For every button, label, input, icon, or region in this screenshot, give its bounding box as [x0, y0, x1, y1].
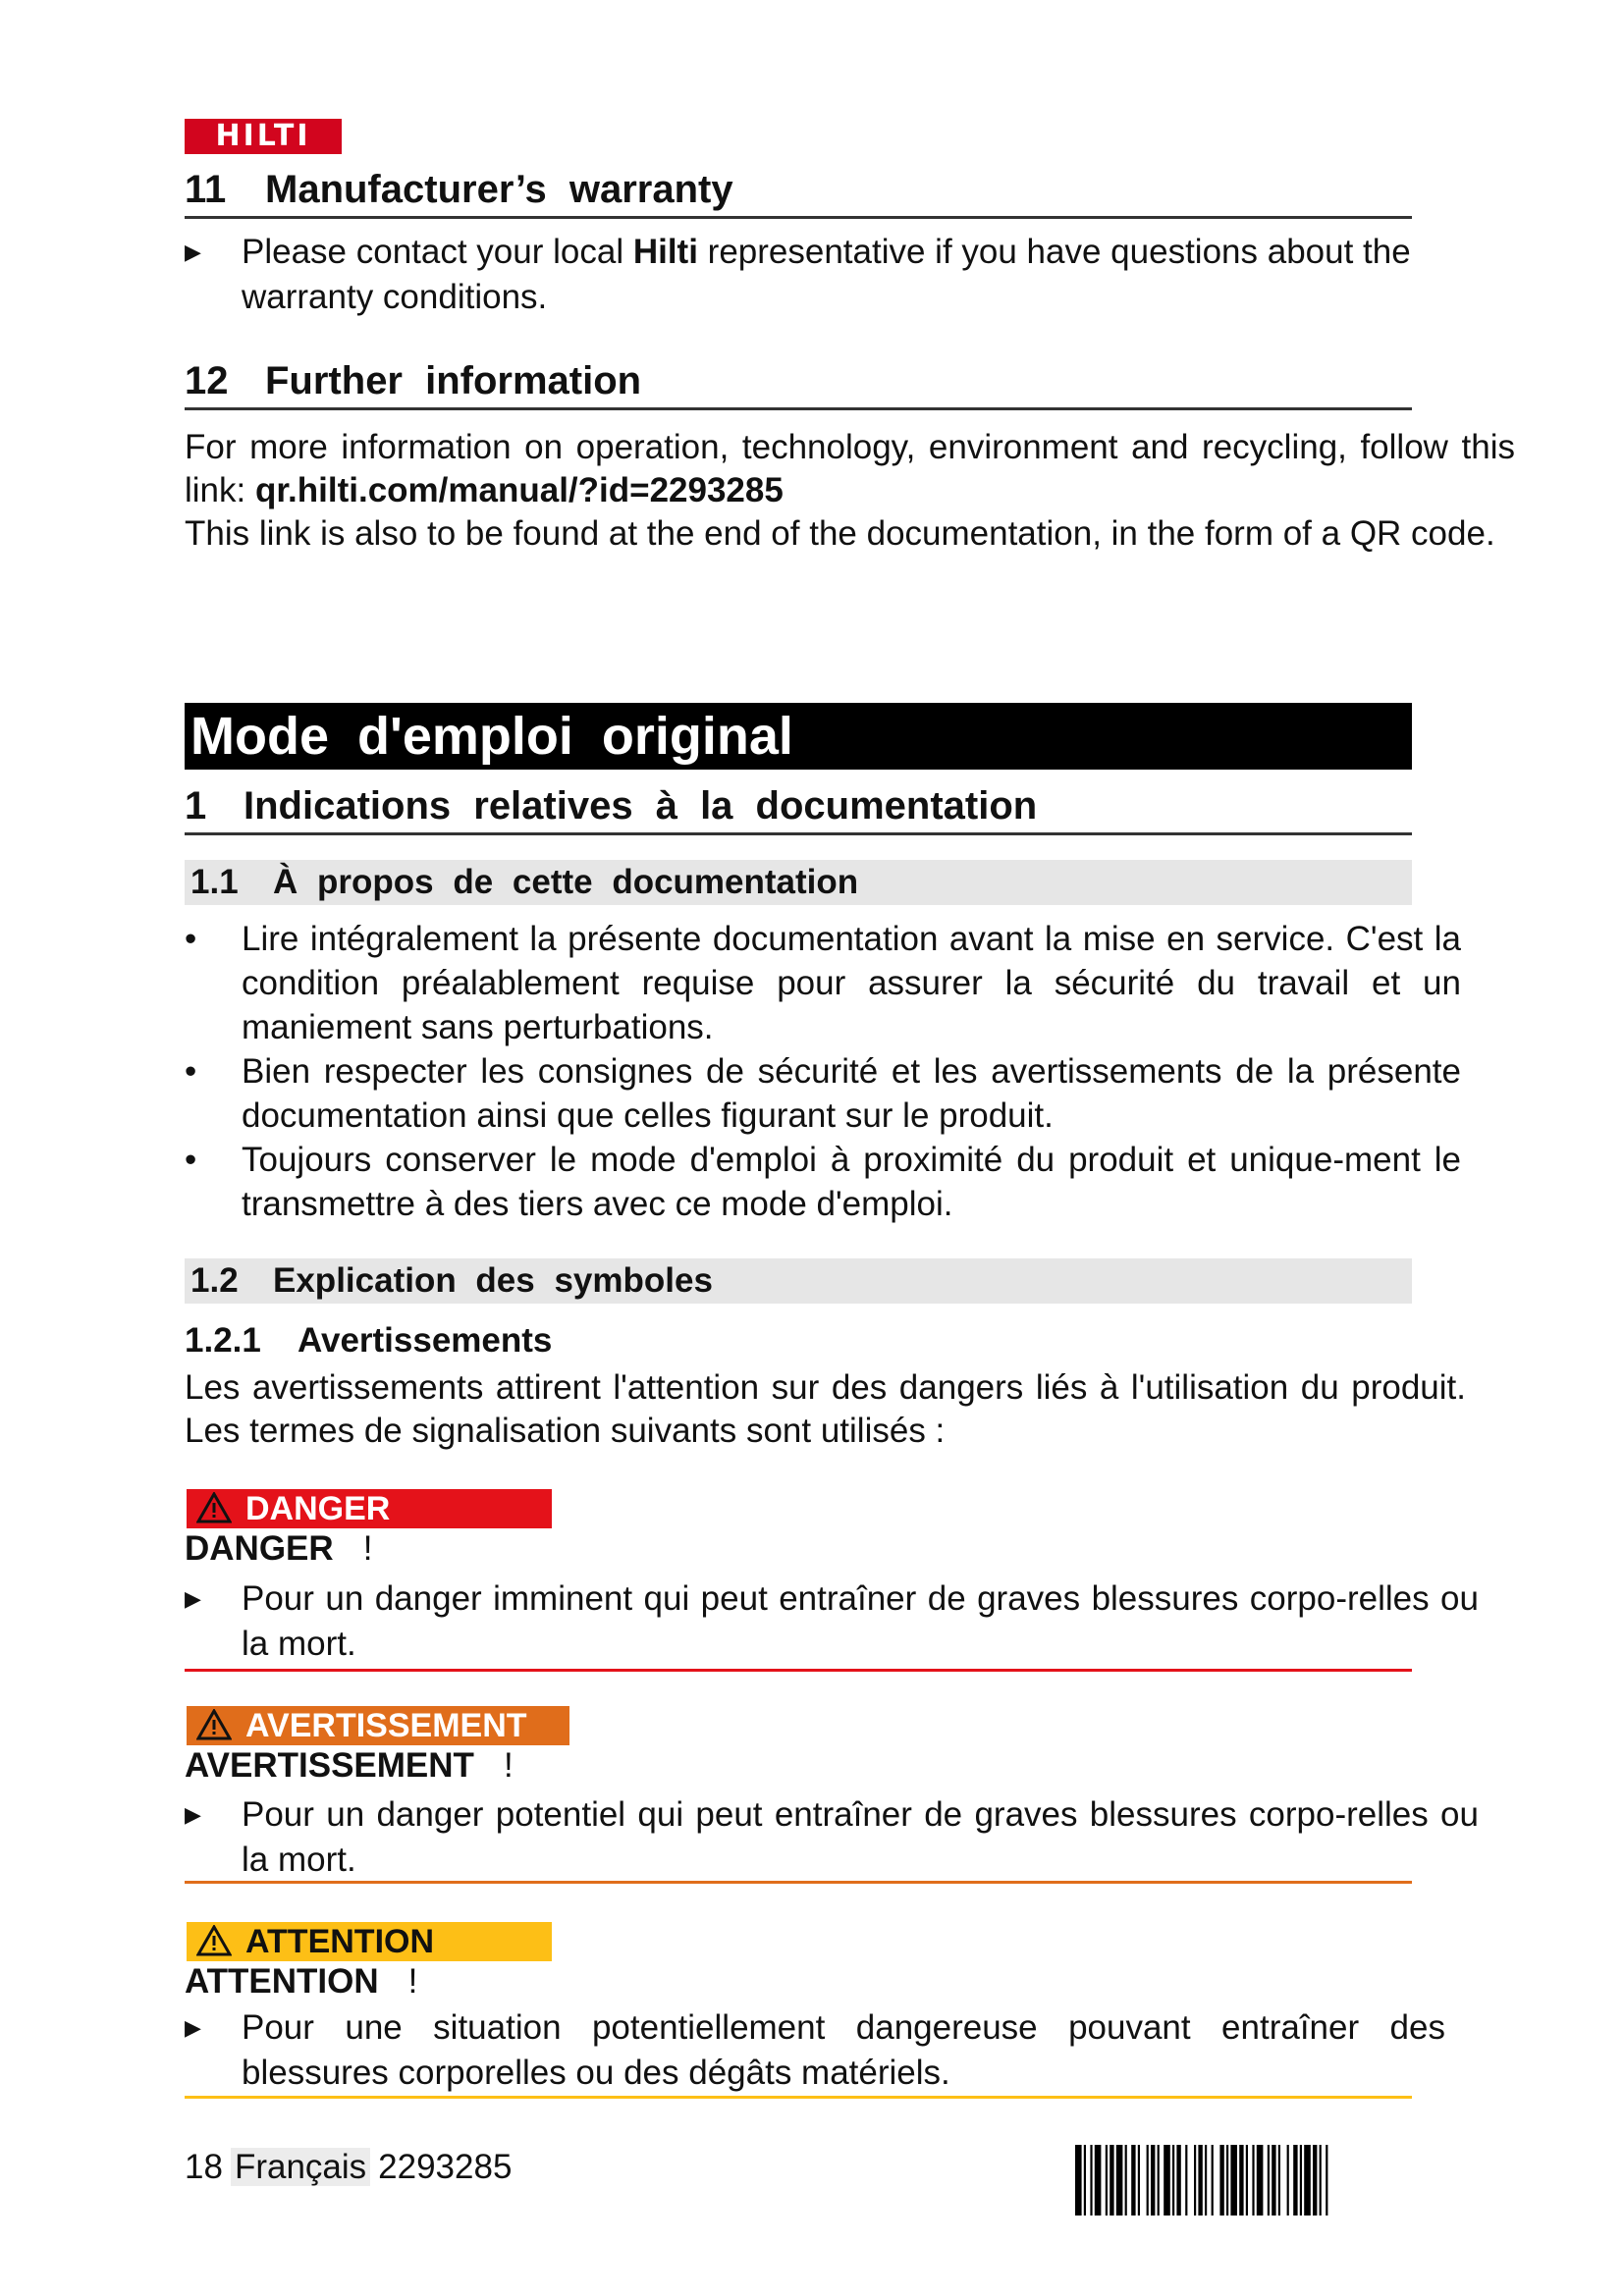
list-item: • Toujours conserver le mode d'emploi à proximité du produit et unique-ment le transmettre à des tiers avec ce mode d'emploi.: [185, 1138, 1461, 1226]
caution-label: ATTENTION: [187, 1922, 552, 1961]
list-item: • Lire intégralement la présente documentation avant la mise en service. C'est la condition préalablement requise pour assurer la sécurité du travail et un maniement sans perturbations.: [185, 917, 1461, 1049]
section-title: Further information: [265, 359, 642, 402]
caution-divider: [185, 2096, 1412, 2099]
section-title: Manufacturer’s warranty: [265, 168, 733, 211]
heading-further-information: [185, 360, 1412, 410]
arrow-bullet-icon: ▶: [185, 240, 201, 264]
subsection-number: 1.2: [190, 1261, 239, 1300]
section-number: 11: [185, 168, 227, 211]
warning-label: AVERTISSEMENT: [187, 1706, 569, 1745]
subsection-title: À propos de cette documentation: [273, 863, 859, 901]
document-id: 2293285: [378, 2148, 513, 2186]
page-footer: [185, 2148, 512, 2187]
manual-page: HILTI 11 Manufacturer’s warranty ▶ Please contact your local Hilti representative if you have questions about the warranty conditions. 12 Further information For more information on operation, technology, environment and recycling, follow this link: qr.hilti.com/manual/?id=2293285 This link is also to be found at the end of the documentation, in the form of a QR code. Mode d'emploi original 1 Indications relatives à la documentation 1.1 À propos de cette documentation • Lire intégralement la présente documentation avant la mise en service. C'est la condition préalablement requise pour assurer la sécurité du travail et un maniement sans perturbations. • Bien respecter les consignes de sécurité et les avertissements de la présente documentation ainsi que celles figurant sur le produit. • Toujours conserver le mode d'emploi à proximité du produit et unique-ment le transmettre à des tiers avec ce mode d'emploi. 1.2 Explication des symboles 1.2.1 Avertissements Les avertissements attirent l'attention sur des dangers liés à l'utilisation du produit. Les termes de signalisation suivants sont utilisés : DANGER DANGER ! ▶ Pour un danger imminent qui peut entraîner de graves blessures corpo-relles ou la mort. AVERTISSEMENT AVERTISSEMENT ! ▶ Pour un danger potentiel qui peut entraîner de graves blessures corpo-relles ou la mort. ATTENTION ATTENTION ! ▶ Pour une situation potentiellement dangereuse pouvant entraîner des blessures corporelles ou des dégâts matériels. 18 Français 2293285: [0, 0, 1624, 2296]
section-number: 12: [185, 359, 229, 402]
heading-documentation-info: [185, 785, 1412, 835]
footer-language: Français: [231, 2148, 370, 2186]
documentation-bullets: [185, 917, 1461, 1226]
heading-symbol-explanation: [185, 1258, 1412, 1304]
subsection-title: Explication des symboles: [273, 1261, 713, 1300]
brand-name: Hilti: [632, 233, 698, 271]
arrow-bullet-icon: ▶: [185, 1586, 201, 1611]
heading-warnings: [185, 1321, 552, 1361]
heading-manufacturers-warranty: [185, 169, 1412, 219]
warning-triangle-icon: [196, 1925, 232, 1956]
further-info-paragraph: For more information on operation, technology, environment and recycling, follow this link: qr.hilti.com/manual/?id=2293285: [185, 428, 1515, 509]
page-number: 18: [185, 2148, 223, 2186]
chapter-title: Indications relatives à la documentation: [244, 784, 1038, 828]
warning-triangle-icon: [196, 1492, 232, 1523]
manual-link[interactable]: qr.hilti.com/manual/?id=2293285: [254, 471, 784, 509]
list-item: • Bien respecter les consignes de sécurité et les avertissements de la présente documentation ainsi que celles figurant sur le produit.: [185, 1049, 1461, 1138]
warning-signal-word: AVERTISSEMENT !: [185, 1746, 514, 1785]
original-instructions-banner: Mode d'emploi original: [185, 703, 1412, 770]
subsubsection-number: 1.2.1: [185, 1321, 261, 1360]
barcode-icon: [1075, 2145, 1409, 2216]
warning-divider: [185, 1881, 1412, 1884]
qr-code-paragraph: This link is also to be found at the end of the documentation, in the form of a QR code.: [185, 514, 1495, 553]
danger-label: DANGER: [187, 1489, 552, 1528]
hilti-logo: HILTI: [185, 119, 342, 154]
caution-signal-word: ATTENTION !: [185, 1962, 418, 2001]
heading-about-documentation: [185, 860, 1412, 905]
bullet-dot-icon: •: [185, 920, 197, 958]
warning-triangle-icon: [196, 1709, 232, 1740]
subsubsection-title: Avertissements: [298, 1321, 553, 1360]
danger-divider: [185, 1669, 1412, 1672]
bullet-dot-icon: •: [185, 1052, 197, 1091]
subsection-number: 1.1: [190, 863, 239, 901]
arrow-bullet-icon: ▶: [185, 2015, 201, 2040]
chapter-number: 1: [185, 784, 207, 828]
warranty-instruction-text: Please contact your local Hilti representative if you have questions about the warranty conditions.: [242, 233, 1411, 316]
bullet-dot-icon: •: [185, 1141, 197, 1179]
warnings-intro: Les avertissements attirent l'attention sur des dangers liés à l'utilisation du produit. Les termes de signalisation suivants sont utilisés :: [185, 1368, 1466, 1450]
arrow-bullet-icon: ▶: [185, 1802, 201, 1827]
danger-signal-word: DANGER !: [185, 1529, 373, 1568]
